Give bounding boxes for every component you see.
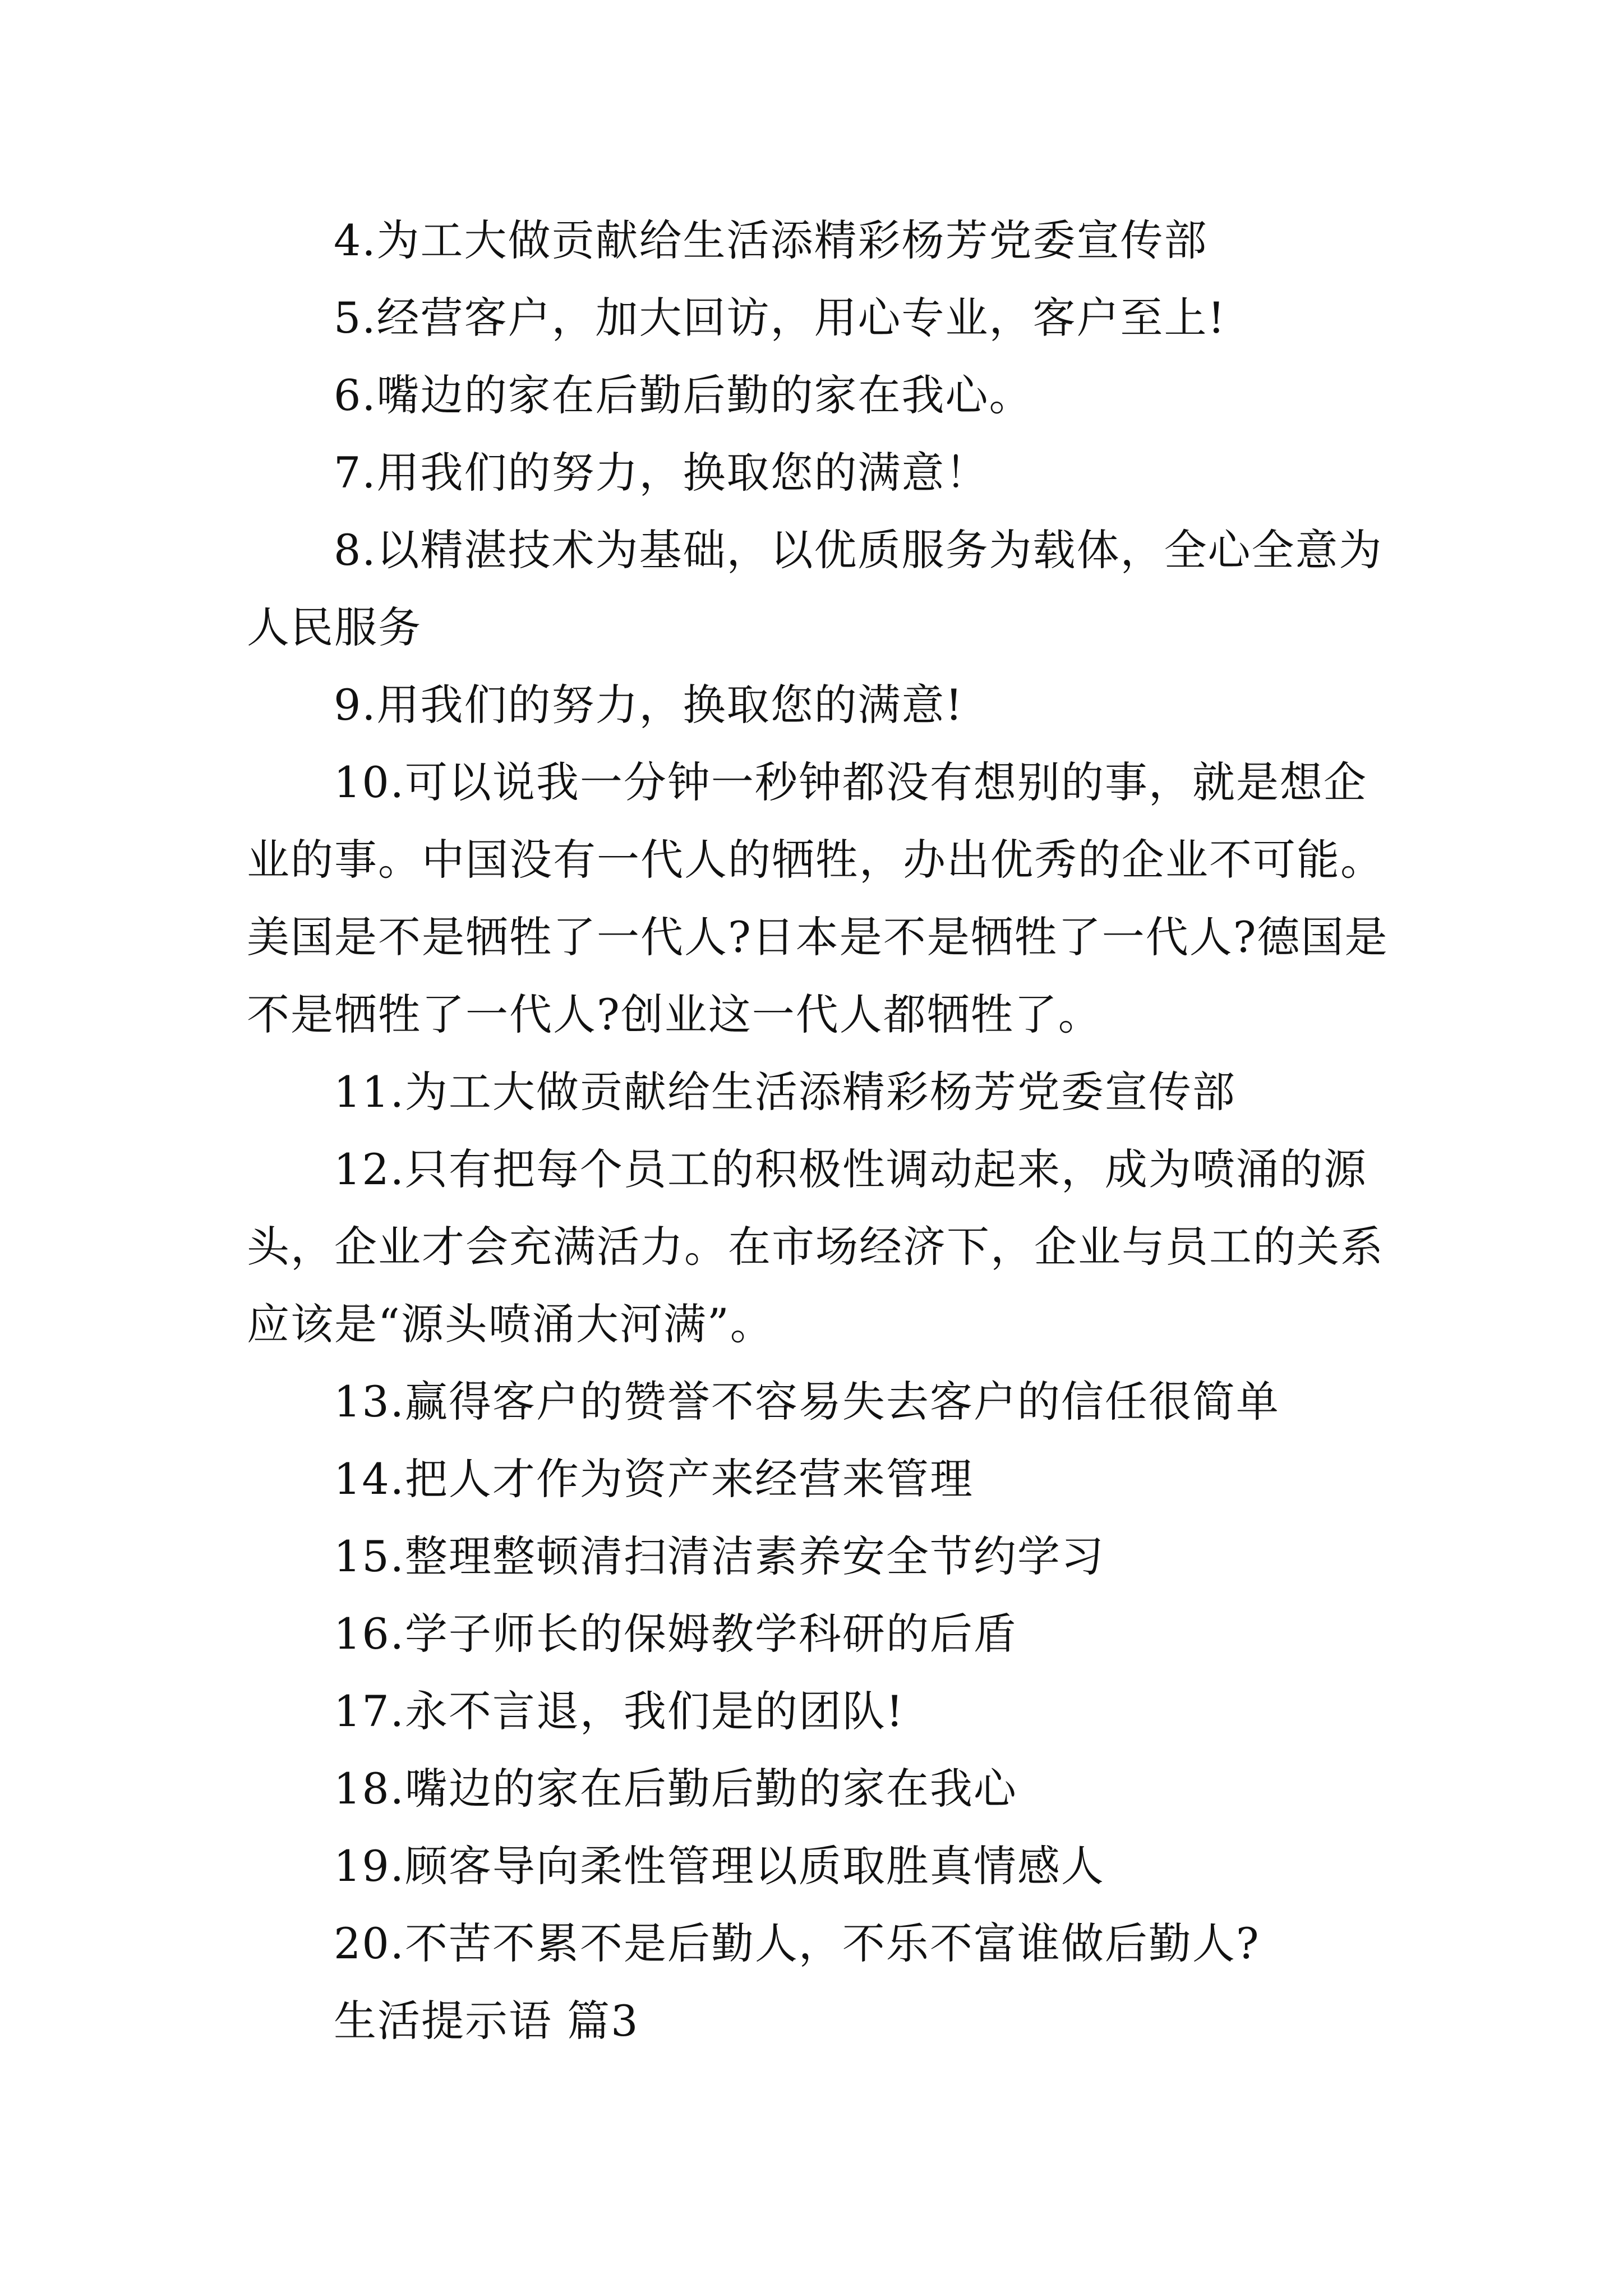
list-item-20: 20.不苦不累不是后勤人，不乐不富谁做后勤人? (334, 1918, 1260, 1968)
list-item-17: 17.永不言退，我们是的团队! (334, 1686, 905, 1736)
list-item-12: 12.只有把每个员工的积极性调动起来，成为喷涌的源头，企业才会充满活力。在市场经济下，企业与员工的关系应该是“源头喷涌大河满”。 (247, 1144, 1384, 1349)
list-item-8: 8.以精湛技术为基础，以优质服务为载体，全心全意为人民服务 (247, 525, 1383, 652)
list-item-18: 18.嘴边的家在后勤后勤的家在我心 (334, 1764, 1017, 1814)
list-item-14: 14.把人才作为资产来经营来管理 (334, 1454, 974, 1504)
list-item-13: 13.赢得客户的赞誉不容易失去客户的信任很简单 (334, 1377, 1280, 1427)
list-item-10: 10.可以说我一分钟一秒钟都没有想别的事，就是想企业的事。中国没有一代人的牺牲，办出优秀的企业不可能。美国是不是牺牲了一代人?日本是不是牺牲了一代人?德国是不是牺牲了一代人?创业这一代人都牺牲了。 (247, 757, 1389, 1039)
list-item-6: 6.嘴边的家在后勤后勤的家在我心。 (334, 370, 1033, 420)
list-item-7: 7.用我们的努力，换取您的满意！ (334, 448, 989, 498)
list-item-5: 5.经营客户，加大回访，用心专业，客户至上! (334, 293, 1227, 343)
list-item-16: 16.学子师长的保姆教学科研的后盾 (334, 1609, 1017, 1659)
document-body (247, 202, 1402, 2060)
section-heading: 生活提示语 篇3 (334, 1996, 639, 2046)
list-item-11: 11.为工大做贡献给生活添精彩杨芳党委宣传部 (334, 1067, 1236, 1117)
list-item-9: 9.用我们的努力，换取您的满意! (334, 680, 964, 730)
list-item-15: 15.整理整顿清扫清洁素养安全节约学习 (334, 1531, 1105, 1581)
list-item-4: 4.为工大做贡献给生活添精彩杨芳党委宣传部 (334, 215, 1208, 265)
list-item-19: 19.顾客导向柔性管理以质取胜真情感人 (334, 1841, 1105, 1891)
